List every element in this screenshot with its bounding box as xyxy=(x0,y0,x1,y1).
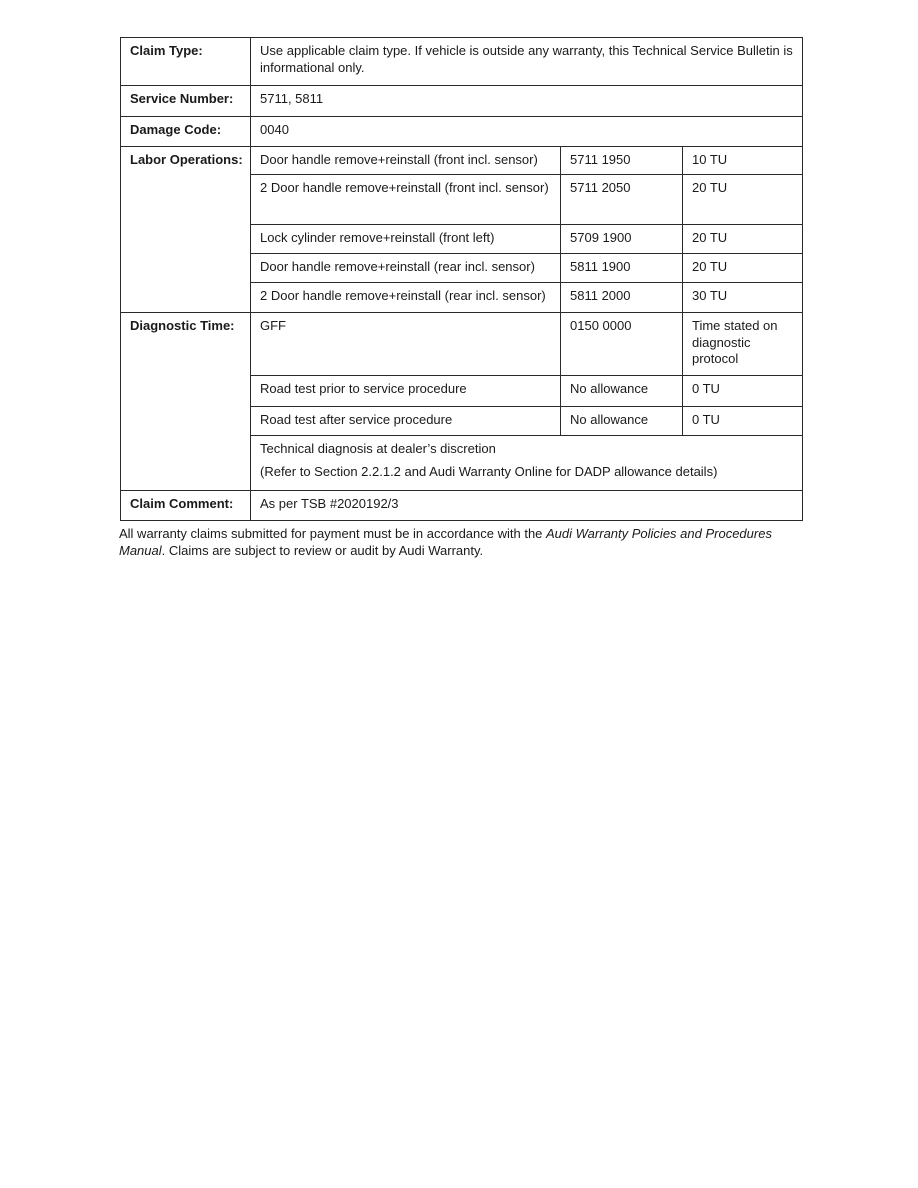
disclaimer-italic-title: Audi Warranty Policies and Procedures Manual xyxy=(119,526,772,558)
disclaimer-text-start: All warranty claims submitted for payment must be in accordance with the xyxy=(119,526,547,541)
labor-operation-description: 2 Door handle remove+reinstall (rear incl. sensor) xyxy=(251,283,561,313)
claim-comment-value: As per TSB #2020192/3 xyxy=(251,491,803,521)
labor-operation-time: 20 TU xyxy=(683,225,803,254)
diagnostic-item-description: GFF xyxy=(251,313,561,376)
service-number-value: 5711, 5811 xyxy=(251,86,803,117)
claim-type-label: Claim Type: xyxy=(121,38,251,86)
labor-operation-description: Door handle remove+reinstall (front incl. sensor) xyxy=(251,147,561,175)
damage-code-value: 0040 xyxy=(251,117,803,147)
diagnostic-item-time: 0 TU xyxy=(683,407,803,436)
disclaimer-text-end: . Claims are subject to review or audit by Audi Warranty. xyxy=(161,542,484,558)
labor-operations-label: Labor Operations: xyxy=(121,147,251,313)
diagnostic-note-cell xyxy=(251,436,803,491)
diagnostic-time-label: Diagnostic Time: xyxy=(121,313,251,491)
labor-operation-code: 5811 1900 xyxy=(561,254,683,283)
diagnostic-item-time: 0 TU xyxy=(683,376,803,407)
diagnostic-item-time: Time stated on diagnostic protocol xyxy=(683,313,803,376)
claim-type-value: Use applicable claim type. If vehicle is outside any warranty, this Technical Service Bulletin is informational only. xyxy=(251,38,803,86)
labor-operation-row xyxy=(121,147,803,175)
warranty-claim-table xyxy=(120,37,803,521)
labor-operation-time: 30 TU xyxy=(683,283,803,313)
labor-operation-description: Lock cylinder remove+reinstall (front left) xyxy=(251,225,561,254)
diagnostic-item-code: No allowance xyxy=(561,407,683,436)
labor-operation-time: 20 TU xyxy=(683,254,803,283)
service-number-label: Service Number: xyxy=(121,86,251,117)
diagnostic-time-row xyxy=(121,313,803,376)
labor-operation-code: 5711 2050 xyxy=(561,175,683,225)
labor-operation-code: 5811 2000 xyxy=(561,283,683,313)
labor-operation-time: 10 TU xyxy=(683,147,803,175)
diagnostic-note-line1: Technical diagnosis at dealer’s discretion xyxy=(260,441,496,456)
labor-operation-time: 20 TU xyxy=(683,175,803,225)
claim-comment-row xyxy=(121,491,803,521)
diagnostic-item-code: 0150 0000 xyxy=(561,313,683,376)
warranty-disclaimer xyxy=(119,526,811,559)
damage-code-label: Damage Code: xyxy=(121,117,251,147)
diagnostic-item-code: No allowance xyxy=(561,376,683,407)
labor-operation-description: 2 Door handle remove+reinstall (front incl. sensor) xyxy=(251,175,561,225)
labor-operation-code: 5709 1900 xyxy=(561,225,683,254)
claim-comment-label: Claim Comment: xyxy=(121,491,251,521)
labor-operation-description: Door handle remove+reinstall (rear incl. sensor) xyxy=(251,254,561,283)
diagnostic-item-description: Road test prior to service procedure xyxy=(251,376,561,407)
diagnostic-note-line2: (Refer to Section 2.2.1.2 and Audi Warranty Online for DADP allowance details) xyxy=(260,463,718,479)
labor-operation-code: 5711 1950 xyxy=(561,147,683,175)
diagnostic-item-description: Road test after service procedure xyxy=(251,407,561,436)
damage-code-row xyxy=(121,117,803,147)
claim-type-row xyxy=(121,38,803,86)
service-number-row xyxy=(121,86,803,117)
